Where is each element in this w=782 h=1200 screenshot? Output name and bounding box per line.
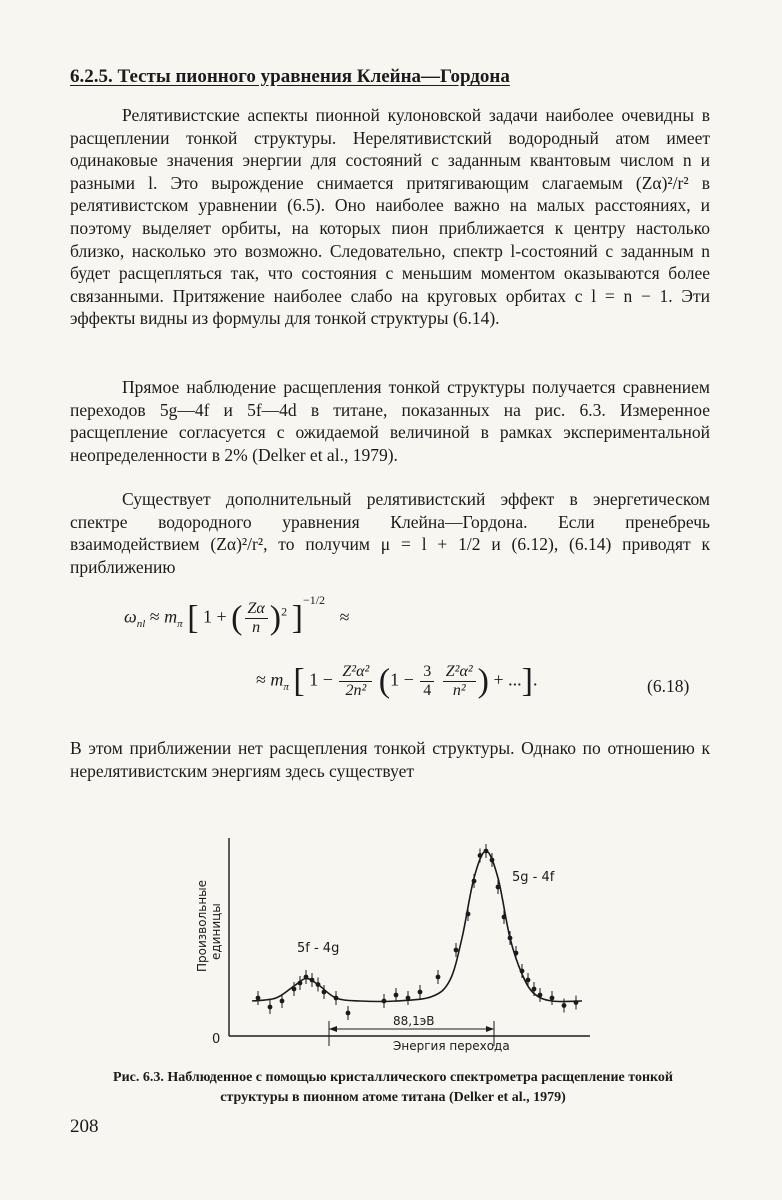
data-point <box>280 999 285 1004</box>
equation-line-2: ≈ $m_\pi$ [ 1 − $\frac{\text{Z²α²}}{\text{2n²}}$ (1 − $\frac{3}{4}$ $\frac{\text{Z²α²}}{\text{n²}}$ ) + ...]. <box>256 662 538 700</box>
separation-label: 88,1эВ <box>393 1014 435 1028</box>
paragraph-4: В этом приближении нет расщепления тонкой структуры. Однако по отношению к нерелятивистским энергиям здесь существует <box>70 738 710 781</box>
data-point <box>574 1000 579 1005</box>
eq-omega: ω <box>124 606 137 627</box>
eq-n2: n² <box>452 682 466 699</box>
eq-exp-outer: −1/2 <box>302 592 326 607</box>
equation-line-1: $\omega_{nl} \approx m_\pi$ [ 1 + ( $\frac{Z\alpha}{n}$ )$^2$ ]$^{-1/2}$ ≈ <box>124 592 350 637</box>
eq-omega-sub: nl <box>136 618 146 631</box>
data-point <box>514 951 519 956</box>
data-point <box>310 978 315 983</box>
eq-one-minus-2: 1 − <box>390 669 414 690</box>
arrow-head-left <box>329 1026 337 1032</box>
data-point <box>538 993 543 998</box>
eq-approx-3: ≈ <box>256 669 266 690</box>
data-point <box>316 982 321 987</box>
paragraph-2: Прямое наблюдение расщепления тонкой структуры получается сравнением переходов 5g—4f и 5f—4d в титане, показанных на рис. 6.3. Измеренное расщепление согласуется с ожидаемой величиной в рамках экспериментальной неопределенности в 2% (Delker et al., 1979). <box>70 377 710 465</box>
data-point <box>472 879 477 884</box>
eq-one-plus: 1 + <box>203 606 227 627</box>
eq-z2a2-2: Z²α² <box>443 663 476 682</box>
peak-label-5f-4g: 5f - 4g <box>297 941 340 956</box>
eq-approx-1: ≈ <box>149 606 160 627</box>
data-point <box>562 1003 567 1008</box>
arrow-head-right <box>486 1026 494 1032</box>
eq-m-2: m <box>270 669 284 690</box>
data-point <box>484 849 489 854</box>
data-point <box>268 1005 273 1010</box>
eq-approx-2: ≈ <box>339 606 350 627</box>
data-point <box>526 978 531 983</box>
data-point <box>298 981 303 986</box>
data-point <box>382 999 387 1004</box>
eq-n: n <box>252 619 261 636</box>
data-point <box>334 996 339 1001</box>
eq-2n2: 2n² <box>345 682 367 699</box>
eq-m-sub-1: π <box>177 618 183 631</box>
data-point <box>508 936 513 941</box>
y-label-line2: единицы <box>209 903 223 960</box>
equation-number: (6.18) <box>647 676 690 696</box>
figure-caption <box>78 1068 708 1108</box>
data-point <box>292 987 297 992</box>
data-point <box>436 975 441 980</box>
data-point <box>466 912 471 917</box>
zero-label: 0 <box>212 1032 221 1047</box>
data-point <box>346 1011 351 1016</box>
x-axis-label: Энергия перехода <box>393 1039 510 1053</box>
section-heading: 6.2.5. Тесты пионного уравнения Клейна—Гордона <box>70 66 510 87</box>
data-point <box>496 885 501 890</box>
y-label-line1: Произвольные <box>195 879 209 972</box>
eq-three: 3 <box>420 663 434 682</box>
eq-m-1: m <box>164 606 178 627</box>
data-point <box>520 969 525 974</box>
data-point <box>418 990 423 995</box>
paragraph-1: Релятивистские аспекты пионной кулоновской задачи наиболее очевидны в расщеплении тонкой структуры. Нерелятивистский водородный атом имеет одинаковые значения энергии для состояний с заданным квантовым числом n и разными l. Это вырождение снимается притягивающим слагаемым (Zα)²/r² в релятивистском уравнении (6.5). Оно наиболее важно на малых расстояниях, и поэтому выделяет орбиты, на которых пион приближается к центру настолько близко, насколько это возможно. Следовательно, спектр l-состояний с заданным n будет расщепляться так, что состояния с меньшим моментом оказываются более связанными. Притяжение наиболее слабо на круговых орбитах с l = n − 1. Эти эффекты видны из формулы для тонкой структуры (6.14). <box>70 105 710 329</box>
eq-dots: + ... <box>493 669 522 690</box>
data-point <box>550 996 555 1001</box>
data-point <box>394 993 399 998</box>
paragraph-3: Существует дополнительный релятивистский эффект в энергетическом спектре водородного уравнения Клейна—Гордона. Если пренебречь взаимодействием (Zα)²/r², то получим μ = l + 1/2 и (6.12), (6.14) приводят к приближению <box>70 489 710 577</box>
data-point <box>502 915 507 920</box>
data-point <box>256 996 261 1001</box>
y-axis-label <box>195 880 223 972</box>
page-number: 208 <box>70 1116 99 1137</box>
eq-exp2: 2 <box>281 604 288 619</box>
data-point <box>532 987 537 992</box>
data-point <box>322 990 327 995</box>
caption-label: Рис. 6.3. <box>113 1070 164 1085</box>
peak-label-5g-4f: 5g - 4f <box>512 870 555 885</box>
caption-text: Наблюденное с помощью кристаллического спектрометра расщепление тонкой структуры в пионном атоме титана (Delker et al., 1979) <box>167 1070 673 1105</box>
eq-z2a2-1: Z²α² <box>339 663 372 682</box>
eq-one-minus-1: 1 − <box>309 669 333 690</box>
eq-four: 4 <box>423 682 432 699</box>
data-point <box>454 948 459 953</box>
data-point <box>304 975 309 980</box>
data-point <box>490 858 495 863</box>
eq-m-sub-2: π <box>283 681 289 694</box>
data-point <box>406 996 411 1001</box>
data-point <box>478 853 483 858</box>
eq-za: Zα <box>245 600 268 619</box>
